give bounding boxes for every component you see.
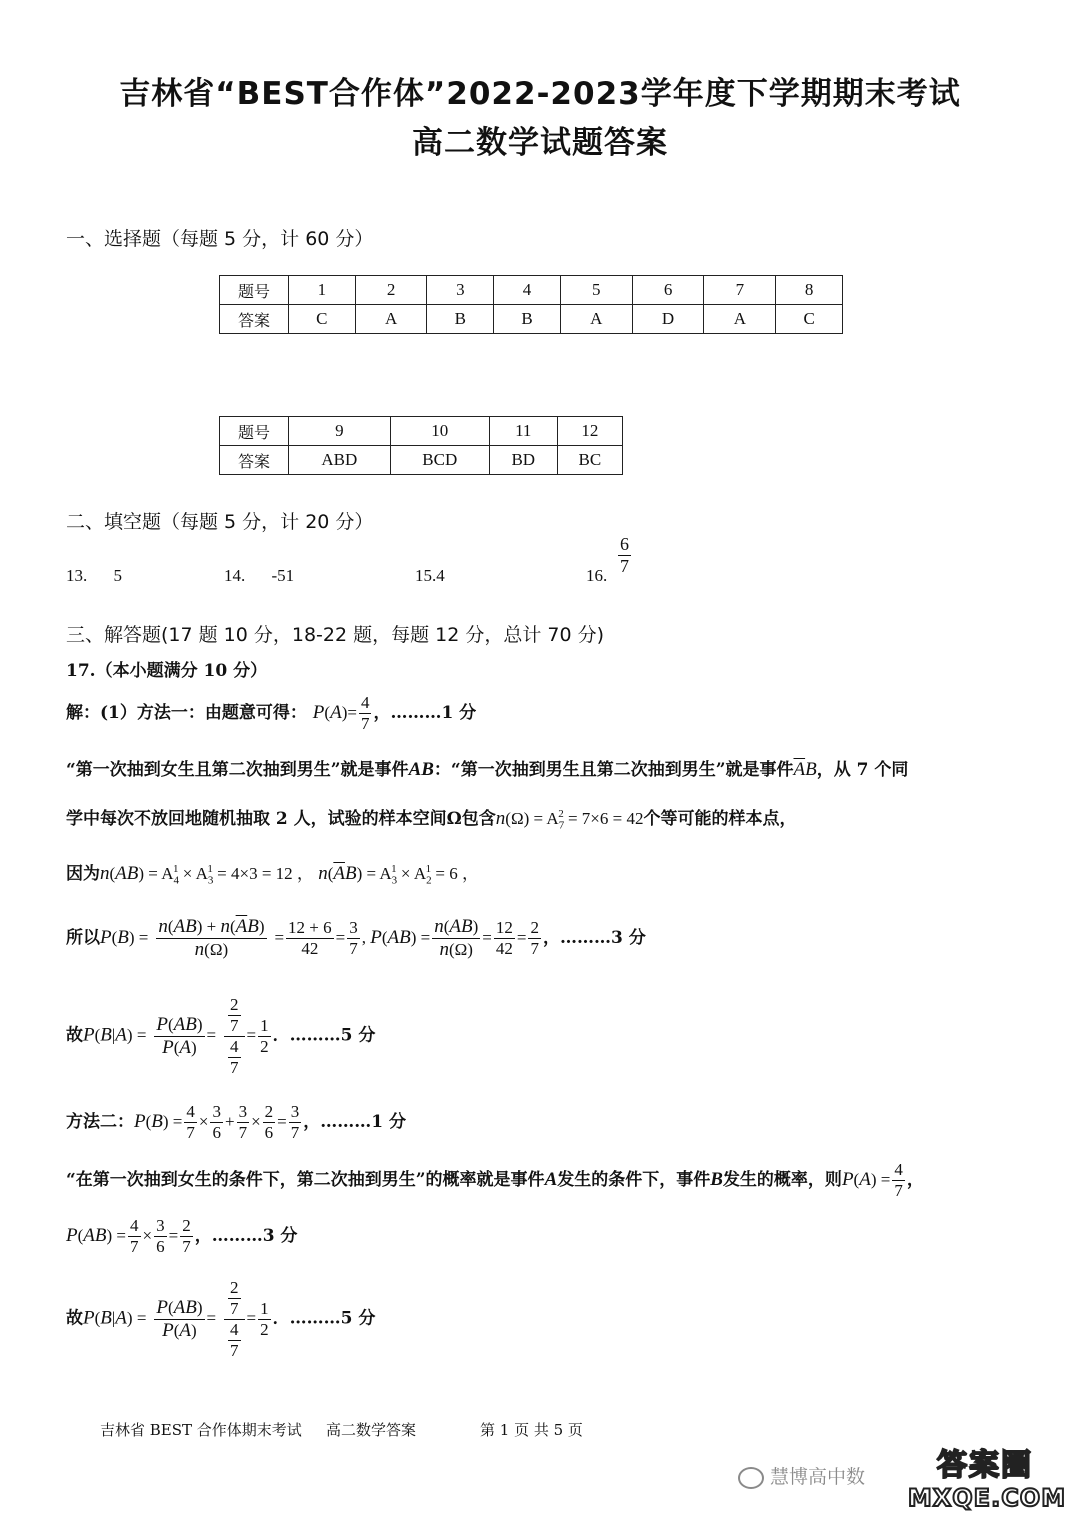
- table-cell: A: [560, 305, 632, 334]
- footer-page: 第 1 页 共 5 页: [480, 1421, 583, 1439]
- table-cell: BC: [557, 446, 622, 475]
- paragraph-because: 因为$n(AB) = A_4^1 \times A_3^1 = 4\times 3 = 12$ ， $n(\overline{A}B) = A_3^1 \times A_2^1 = 6$ ，: [66, 863, 479, 887]
- table-cell: BD: [489, 446, 557, 475]
- fill-item-15: 15.4: [415, 566, 445, 585]
- table-cell: C: [289, 305, 356, 334]
- method-2: 方法二：P(B) = $\frac{4}{7}$ × $\frac{3}{6}$ + $\frac{3}{7}$ × $\frac{2}{6}$ = $\frac{3}{7}$ ，………1 分: [66, 1102, 407, 1142]
- table-cell: ABD: [289, 446, 391, 475]
- table-cell: 2: [355, 276, 427, 305]
- fill-item-16-label: 16.: [586, 566, 608, 585]
- answer-table-1: [219, 275, 843, 334]
- paragraph-sample-space: 学中每次不放回地随机抽取 2 人，试验的样本空间Ω包含$n(\Omega) = A_7^2 = 7\times 6 = 42$个等可能的样本点，: [66, 808, 797, 832]
- table-cell: 6: [632, 276, 704, 305]
- table-row: [220, 417, 623, 446]
- table-cell: 10: [390, 417, 489, 446]
- table-cell: D: [632, 305, 704, 334]
- table-cell: 题号: [220, 276, 289, 305]
- title-line-2: 高二数学试题答案: [412, 125, 668, 161]
- paragraph-conditional: “在第一次抽到女生的条件下，第二次抽到男生”的概率就是事件A发生的条件下，事件B发生的概率，则P(A) = $\frac{4}{7}$ ，: [66, 1160, 924, 1200]
- wechat-icon: [738, 1467, 764, 1489]
- solution-intro: 解：(1）方法一：由题意可得： P(A)= $\frac{4}{7}$ ，………1 分: [66, 693, 477, 733]
- title-line-1: 吉林省“BEST合作体”2022-2023学年度下学期期末考试: [119, 76, 961, 112]
- footer-left: 吉林省 BEST 合作体期末考试: [100, 1421, 302, 1439]
- table-cell: 1: [289, 276, 356, 305]
- table-cell: B: [494, 305, 561, 334]
- table-cell: 答案: [220, 305, 289, 334]
- fill-item-13: 13. 5: [66, 566, 122, 585]
- table-cell: 题号: [220, 417, 289, 446]
- table-cell: A: [704, 305, 776, 334]
- table-row: [220, 276, 843, 305]
- formula-pab: P(AB) = $\frac{4}{7}$ × $\frac{3}{6}$ = $\frac{2}{7}$ ，………3 分: [66, 1216, 298, 1256]
- formula-so: 所以P(B) = $\frac{n(AB) + n(\overline{A}B)}{n(\Omega)}$ = $\frac{12 + 6}{42}$ = $\frac{3}{7}$ , P(AB) = $\frac{n(AB)}{n(\Omega)}$ = $\frac{12}{42}$ = $\frac{2}{7}$ ，………3 分: [66, 916, 646, 960]
- formula-hence-2: 故P(B|A) = $\frac{P(AB)}{P(A)}$ = $\frac{\frac{2}{7}}{\frac{4}{7}}$ = $\frac{1}{2}$ ．………5 分: [66, 1278, 376, 1360]
- table-cell: 答案: [220, 446, 289, 475]
- fill-item-14: 14. -51: [224, 566, 295, 585]
- wechat-watermark: 慧博高中数: [738, 1462, 865, 1489]
- site-url: MXQE.COM: [907, 1484, 1067, 1512]
- footer-mid: 高二数学答案: [326, 1421, 417, 1439]
- table-row: [220, 305, 843, 334]
- table-cell: 8: [776, 276, 843, 305]
- table-cell: B: [427, 305, 494, 334]
- section-3-heading: 三、解答题(17 题 10 分，18-22 题，每题 12 分，总计 70 分): [66, 624, 605, 646]
- table-cell: 11: [489, 417, 557, 446]
- site-logo: 答案圈: [937, 1448, 1033, 1483]
- table-row: [220, 446, 623, 475]
- section-1-heading: 一、选择题（每题 5 分，计 60 分）: [66, 228, 374, 250]
- table-cell: 7: [704, 276, 776, 305]
- q17-title: 17.（本小题满分 10 分）: [66, 661, 268, 681]
- table-cell: 9: [289, 417, 391, 446]
- table-cell: 5: [560, 276, 632, 305]
- table-cell: 3: [427, 276, 494, 305]
- formula-hence-1: 故P(B|A) = $\frac{P(AB)}{P(A)}$ = $\frac{\frac{2}{7}}{\frac{4}{7}}$ = $\frac{1}{2}$ ．………5 分: [66, 995, 376, 1077]
- table-cell: C: [776, 305, 843, 334]
- section-2-heading: 二、填空题（每题 5 分，计 20 分）: [66, 511, 374, 533]
- table-cell: A: [355, 305, 427, 334]
- table-cell: BCD: [390, 446, 489, 475]
- answer-table-2: [219, 416, 623, 475]
- fill-item-16-fraction: $\frac{6}{7}$: [620, 534, 629, 576]
- table-cell: 4: [494, 276, 561, 305]
- table-cell: 12: [557, 417, 622, 446]
- paragraph-events: “第一次抽到女生且第二次抽到男生”就是事件AB：“第一次抽到男生且第二次抽到男生”就是事件$\overline{A}B$，从 7 个同: [66, 759, 909, 780]
